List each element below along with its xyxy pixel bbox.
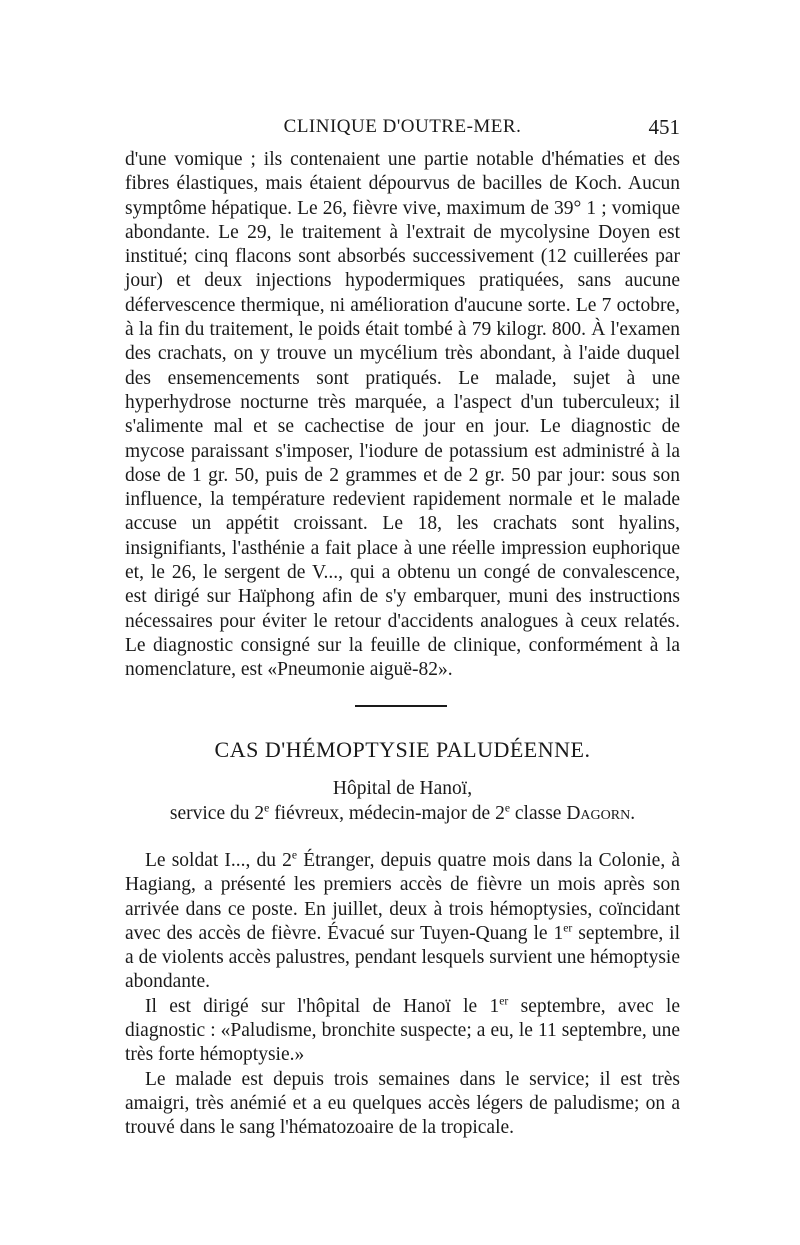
- p1-sup-2: er: [563, 921, 573, 935]
- p1-text-c: septembre, il a de violents accès palustres, pendant lesquels survient une hémoptysie abondante.: [125, 922, 680, 993]
- case-body: [125, 849, 680, 1141]
- p1-text-b: Étranger, depuis quatre mois dans la Colonie, à Hagiang, a présenté les premiers accès de fièvre un mois après son arrivée dans ce poste. En juillet, deux à trois hémoptysies, coïncidant avec des accès de fièvre. Évacué sur Tuyen-Quang le 1: [125, 850, 680, 944]
- page-number: 451: [648, 115, 680, 139]
- hospital-name: Hôpital de Hanoï,: [332, 778, 473, 799]
- paragraph-3: Le malade est depuis trois semaines dans le service; il est très amaigri, très anémié et a eu quelques accès légers de paludisme; on a trouvé dans le sang l'hématozoaire de la tropicale.: [125, 1068, 680, 1139]
- p2-text-a: Il est dirigé sur l'hôpital de Hanoï le 1: [145, 995, 500, 1017]
- service-sup-2: e: [504, 801, 511, 815]
- service-line: [125, 803, 680, 825]
- service-text-2: fiévreux, médecin-major de 2: [269, 803, 505, 824]
- p1-sup-1: e: [291, 848, 298, 862]
- section-divider: [355, 705, 447, 707]
- continuation-paragraph: [125, 148, 680, 683]
- p2-text-b: septembre, avec le diagnostic : «Paludisme, bronchite suspecte; a eu, le 11 septembre, une très forte hémoptysie.»: [125, 995, 680, 1066]
- paragraph-1: [125, 849, 680, 995]
- service-text-3: classe: [510, 803, 567, 824]
- running-title: CLINIQUE D'OUTRE-MER.: [283, 116, 522, 137]
- paragraph-2: [125, 995, 680, 1068]
- service-sup-1: e: [264, 801, 270, 815]
- section-title: CAS D'HÉMOPTYSIE PALUDÉENNE.: [214, 737, 591, 762]
- service-text-1: service du 2: [169, 803, 265, 824]
- p2-sup-1: er: [499, 994, 509, 1008]
- doctor-name: Dagorn.: [566, 803, 636, 824]
- running-header: [125, 112, 680, 142]
- continuation-text: d'une vomique ; ils contenaient une partie notable d'hématies et des fibres élastiques, mais étaient dépourvus de bacilles de Koch. Aucun symptôme hépatique. Le 26, fièvre vive, maximum de 39° 1 ; vomique abondante. Le 29, le traitement à l'extrait de mycolysine Doyen est institué; cinq flacons sont absorbés successivement (12 cuillerées par jour) et deux injections hypodermiques pratiquées, sans aucune défervescence thermique, ni amélioration d'aucune sorte. Le 7 octobre, à la fin du traitement, le poids était tombé à 79 kilogr. 800. À l'examen des crachats, on y trouve un mycélium très abondant, à l'aide duquel des ensemencements sont pratiqués. Le malade, sujet à une hyperhydrose nocturne très marquée, a l'aspect d'un tuberculeux; il s'alimente mal et se cachectise de jour en jour. Le diagnostic de mycose paraissant s'imposer, l'iodure de potassium est administré à la dose de 1 gr. 50, puis de 2 grammes et de 2 gr. 50 par jour: sous son influence, la température redevient rapidement normale et le malade accuse un appétit croissant. Le 18, les crachats sont hyalins, insignifiants, l'asthénie a fait place à une réelle impression euphorique et, le 26, le sergent de V..., qui a obtenu un congé de convalescence, est dirigé sur Haïphong afin de s'y embarquer, muni des instructions nécessaires pour éviter le retour d'accidents analogues à ceux relatés. Le diagnostic consigné sur la feuille de clinique, conformément à la nomenclature, est «Pneumonie aiguë-82».: [125, 149, 680, 681]
- p1-text-a: Le soldat I..., du 2: [145, 850, 292, 871]
